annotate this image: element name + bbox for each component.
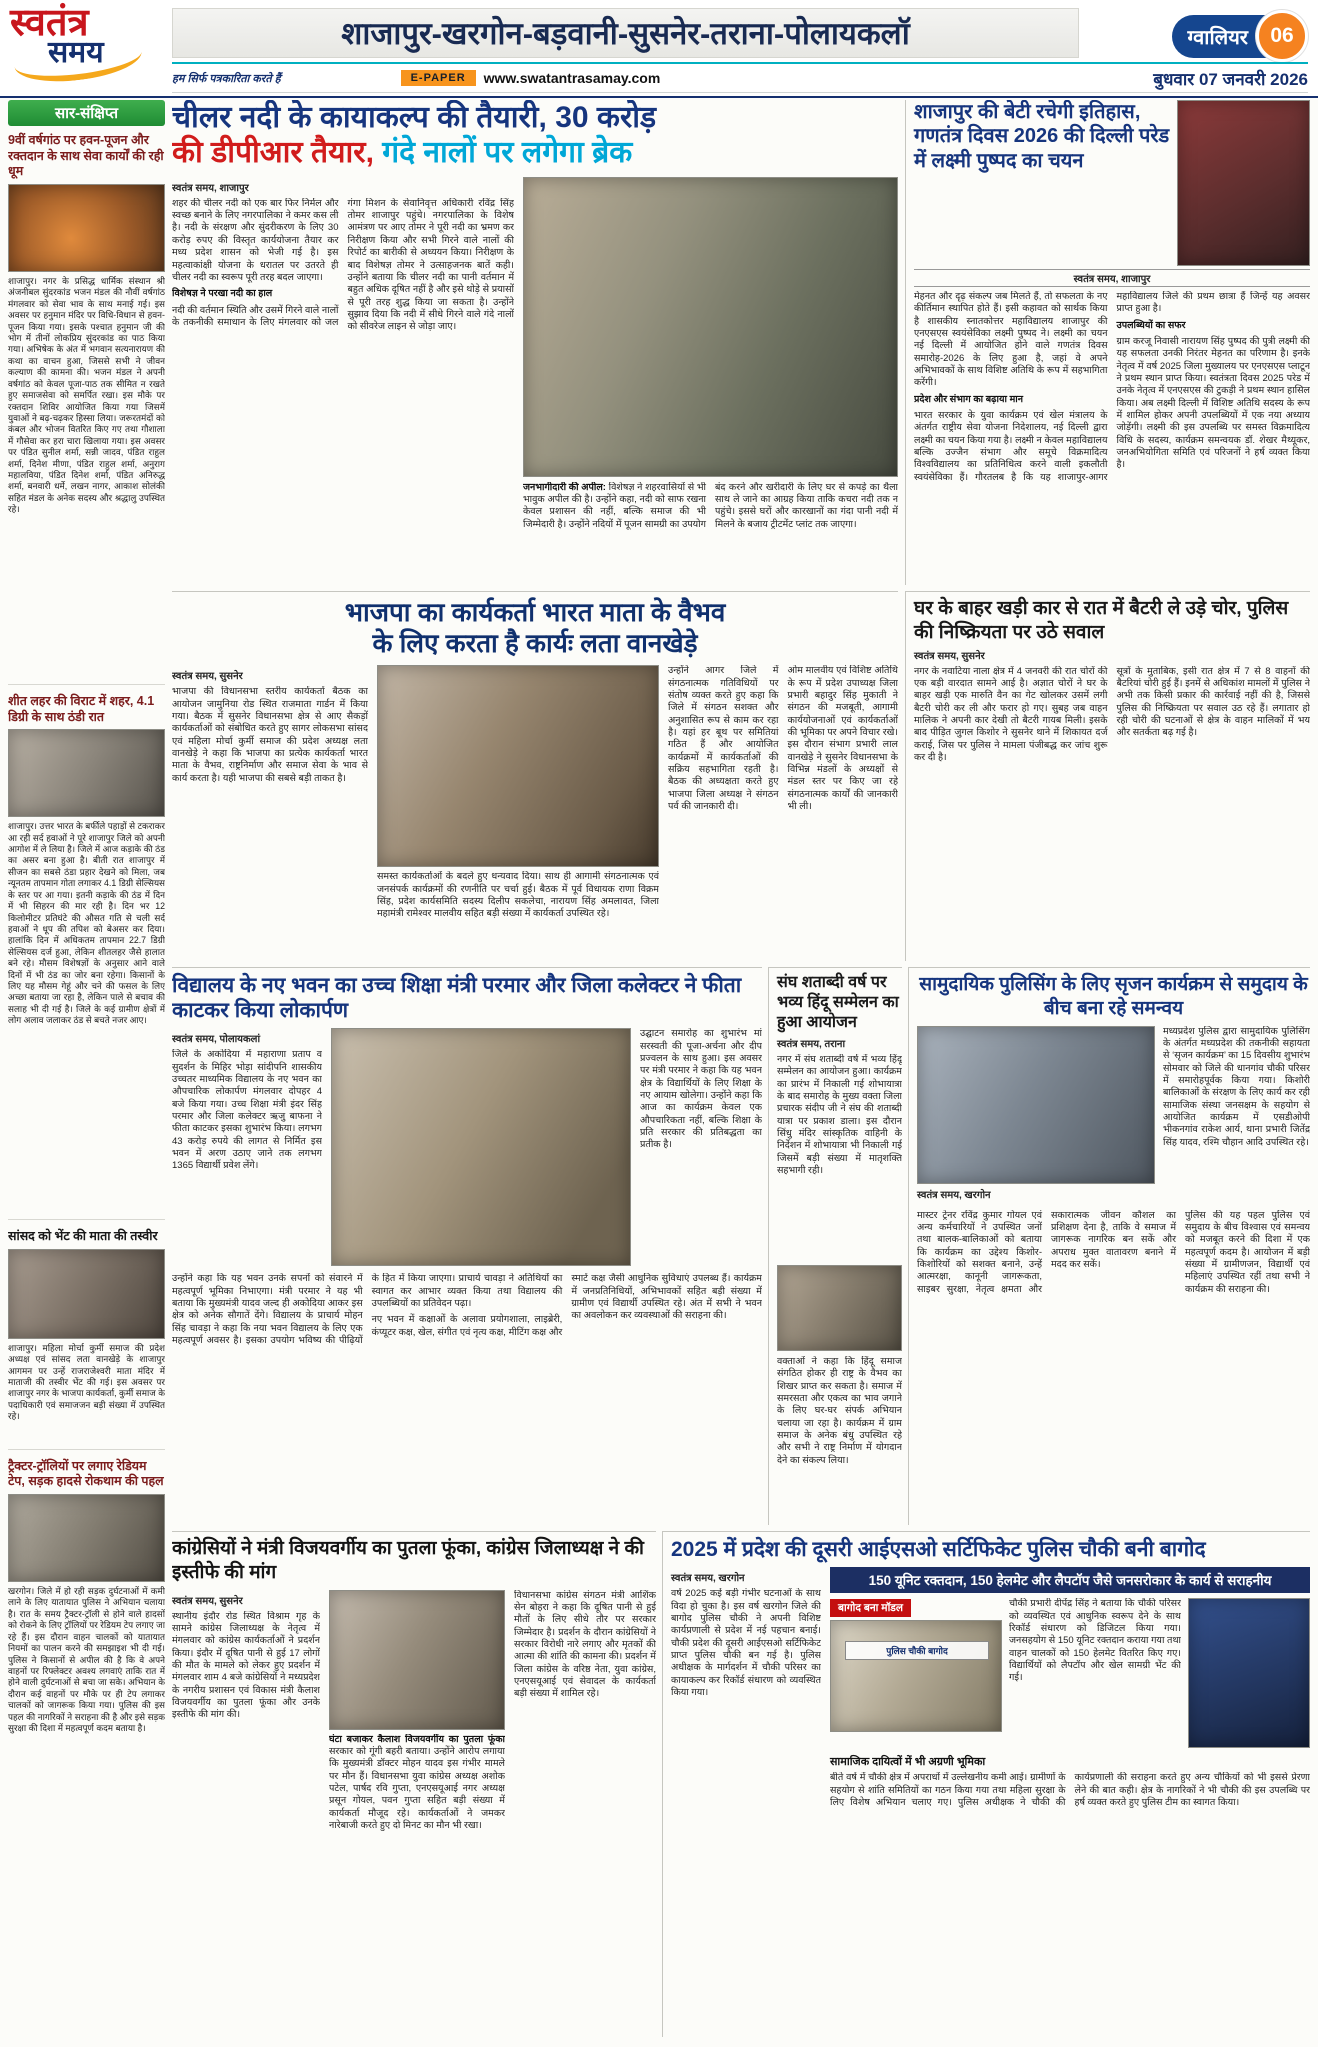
iso-byline: स्वतंत्र समय, खरगोन — [671, 1573, 745, 1585]
sidebar-story-body: शाजापुर। उत्तर भारत के बर्फीले पहाड़ों से टकराकर आ रही सर्द हवाओं ने पूरे शाजापुर जिले को अपनी आगोश में ले लिया है। जिले में आज कड़ाके की ठंड का असर बना हुआ है। बीती रात शाजापुर में सीजन का सबसे ठंडा प्रहार देखने को मिला, जब न्यूनतम तापमान गोता लगाकर 4.1 डिग्री सेल्सियस के स्तर पर आ गया। इतनी कड़ाके की ठंड में दिन में भी सिहरन की मार रही है। दिन भर 12 किलोमीटर प्रतिघंटे की औसत गति से चली सर्द हवाओं ने धूप की तपिश को बेअसर कर दिया। हालांकि दिन में अधिकतम तापमान 22.7 डिग्री सेल्सियस दर्ज हुआ, लेकिन शीतलहर जैसे हालात बने रहे। मौसम विशेषज्ञों के अनुसार आने वाले दिनों में भी ठंड का जोर बना रहेगा। किसानों के लिए यह मौसम गेहूं और चने की फसल के लिए अच्छा बताया जा रहा है, लेकिन पाले से बचाव की सलाह भी दी गई है। जिले के कई ग्रामीण क्षेत्रों में लोग अलाव जलाकर ठंड से बचते नजर आए। — [8, 821, 165, 1026]
masthead-subrow — [172, 62, 1308, 93]
beti-subhead2: उपलब्धियों का सफर — [1116, 319, 1186, 331]
police-officer-photo — [1188, 1598, 1310, 1748]
tractor-trolley-photo — [8, 1494, 165, 1582]
bjp-headline — [172, 597, 898, 659]
masthead — [0, 0, 1318, 98]
sidebar-story-title: 9वीं वर्षगांठ पर हवन-पूजन और रक्तदान के साथ सेवा कार्यों की रही धूम — [8, 133, 164, 179]
edition-badge — [1172, 10, 1308, 62]
school-para1: जिले के अकोदिया में महाराणा प्रताप व सुदर्शन के मिहिर भोड़ा सांदीपनि शासकीय उच्चतर माध्यमिक विद्यालय के नए भवन का औपचारिक लोकार्पण मंगलवार दोपहर 4 बजे किया गया। उच्च शिक्षा मंत्री इंदर सिंह परमार और जिला कलेक्टर ऋजु बाफना ने फीता काटकर इसका शुभारंभ किया। लगभग 43 करोड़ रुपये की लागत से निर्मित इस भवन में अरण उठाए जाने तक लगभग 1365 विद्यार्थी प्रवेश लेंगे। — [172, 1049, 322, 1172]
iso-para2: चौकी प्रभारी दीपेंद्र सिंह ने बताया कि चौकी परिसर को व्यवस्थित एवं आधुनिक स्वरूप देने के साथ रिकॉर्ड संधारण को डिजिटल किया गया। जनसहयोग से 150 यूनिट रक्तदान कराया गया तथा वाहन चालकों को 150 हेलमेट वितरित किए गए। विद्यार्थियों को लैपटॉप और खेल सामग्री भेंट की गई। — [1009, 1598, 1181, 1684]
website-link[interactable]: www.swatantrasamay.com — [483, 70, 661, 86]
bjp-headline-line2: के लिए करता है कार्यः लता वानखेड़े — [372, 628, 698, 659]
congress-body-mid — [329, 1734, 505, 2014]
battery-headline: घर के बाहर खड़ी कार से रात में बैटरी ले उड़े चोर, पुलिस की निष्क्रियता पर उठे सवाल — [914, 598, 1289, 643]
river-inspection-photo — [523, 177, 898, 477]
congress-para1: स्थानीय इंदौर रोड स्थित विश्राम गृह के सामने कांग्रेस जिलाध्यक्ष के नेतृत्व में मंगलवार को कांग्रेस कार्यकर्ताओं ने प्रदर्शन किया। इंदौर में दूषित पानी से हुई 17 लोगों की मौत के मामले को लेकर हुए प्रदर्शन में मंगलवार शाम 4 बजे कांग्रेसियों ने मध्यप्रदेश के नगरीय प्रशासन एवं विकास मंत्री कैलाश विजयवर्गीय का पुतला फूंका और उनके इस्तीफे की मांग की। — [172, 1610, 320, 1721]
battery-body — [914, 666, 1310, 928]
lead-para1: शहर की चीलर नदी को एक बार फिर निर्मल और स्वच्छ बनाने के लिए नगरपालिका ने कमर कस ली है। नदी के संरक्षण और सुंदरीकरण के लिए 30 करोड़ रुपए की विस्तृत कार्ययोजना तैयार कर मध्य प्रदेश शासन को भेजी गई है। इस महत्वाकांक्षी योजना के धरातल पर उतरते ही चीलर नदी का स्वरूप पूरी तरह बदल जाएगा। — [172, 197, 339, 283]
article-congress-protest — [172, 1531, 656, 2037]
lead-subhead2: जनभागीदारी की अपील: — [523, 481, 606, 493]
sidebar-story-coldwave — [8, 694, 165, 1220]
iso-tag: बागोद बना मॉडल — [830, 1599, 911, 1617]
policing-photo-caption: स्वतंत्र समय, खरगोन — [917, 1189, 991, 1201]
iso-body-bottom — [830, 1772, 1310, 1972]
iso-para1: वर्ष 2025 कई बड़ी गंभीर घटनाओं के साथ विदा हो चुका है। इस वर्ष खरगोन जिले की बागोद पुलिस चौकी ने अपनी विशिष्ट कार्यप्रणाली से प्रदेश में नई पहचान बनाई। चौकी प्रदेश की दूसरी आईएसओ सर्टिफिकेट प्राप्त पुलिस चौकी बन गई है। पुलिस अधीक्षक के मार्गदर्शन में चौकी परिसर का कायाकल्प कर रिकॉर्ड संधारण को व्यवस्थित किया गया। — [671, 1588, 821, 1698]
srijan-program-photo — [917, 1026, 1155, 1184]
article-battery-theft — [905, 591, 1310, 961]
sangh-para2: वक्ताओं ने कहा कि हिंदू समाज संगठित होकर ही राष्ट्र के वैभव का शिखर प्राप्त कर सकता है। समाज में समरसता और एकत्व का भाव जगाने के लिए घर-घर संपर्क अभियान चलाया जा रहा है। कार्यक्रम में ग्राम समाज के अनेक बंधु उपस्थित रहे और सभी ने राष्ट्र निर्माण में योगदान देने का संकल्प लिया। — [777, 1356, 902, 1466]
sidebar-story-mp-gift — [8, 1229, 165, 1450]
bjp-meeting-photo — [377, 665, 659, 867]
sangh-headline: संघ शताब्दी वर्ष पर भव्य हिंदू सम्मेलन का हुआ आयोजन — [777, 974, 899, 1031]
battery-byline: स्वतंत्र समय, सुसनेर — [914, 650, 985, 662]
sidebar-story-title: सांसद को भेंट की माता की तस्वीर — [8, 1229, 158, 1244]
iso-banner: 150 यूनिट रक्तदान, 150 हेलमेट और लैपटॉप जैसे जनसरोकार के कार्य से सराहनीय — [830, 1567, 1310, 1593]
ribbon-cutting-photo — [331, 1028, 631, 1266]
beti-body — [914, 291, 1310, 559]
police-station-photo — [830, 1620, 1002, 1732]
lead-headline-line1: चीलर नदी के कायाकल्प की तैयारी, 30 करोड़ — [172, 101, 657, 134]
sidebar-story-title: ट्रैक्टर-ट्रॉलियों पर लगाए रेडियम टेप, सड़क हादसे रोकथाम की पहल — [8, 1458, 164, 1489]
school-body-bottom — [172, 1273, 762, 1511]
beti-byline: स्वतंत्र समय, शाजापुर — [914, 269, 1310, 287]
lead-headline-line2-red: की डीपीआर तैयार, — [172, 136, 383, 170]
lead-body — [172, 198, 514, 570]
beti-para1: मेहनत और दृढ़ संकल्प जब मिलते हैं, तो सफलता के नए कीर्तिमान स्थापित होते हैं। इसी कहावत को सार्थक किया है शासकीय स्नातकोत्तर महाविद्यालय शाजापुर की एनएसएस स्वयंसेविका लक्ष्मी पुष्पद ने। लक्ष्मी का चयन नई दिल्ली में आयोजित होने वाले गणतंत्र दिवस समारोह-2026 के लिए हुआ है, जहां वे अपने अभिभावकों के साथ विशिष्ट अतिथि के रूप में सहभागिता करेंगी। — [914, 291, 1108, 389]
sidebar-section-title: सार-संक्षिप्त — [8, 100, 165, 126]
sangh-para1: नगर में संघ शताब्दी वर्ष में भव्य हिंदू सम्मेलन का आयोजन हुआ। कार्यक्रम का प्रारंभ में निकाली गई शोभायात्रा के बाद समारोह के मुख्य वक्ता जिला प्रचारक संदीप जी ने संघ की शताब्दी यात्रा पर प्रकाश डाला। इस दौरान सिंधु मंदिर सांस्कृतिक वाहिनी के निर्देशन में शोभायात्रा भी निकाली गई जिसमें बड़ी संख्या में मातृशक्ति सहभागी रही। — [777, 1054, 902, 1177]
mp-gift-photo — [8, 1249, 165, 1339]
lead-body-below-photo — [523, 482, 898, 574]
school-para2: उद्घाटन समारोह का शुभारंभ मां सरस्वती की पूजा-अर्चना और दीप प्रज्वलन के साथ हुआ। इस अवसर पर मंत्री परमार ने कहा कि यह भवन क्षेत्र के विद्यार्थियों के लिए शिक्षा के नए आयाम खोलेगा। उन्होंने कहा कि आज का कार्यक्रम केवल एक औपचारिकता नहीं, बल्कि शिक्षा के प्रति सरकार की प्रतिबद्धता का प्रतीक है। — [640, 1028, 762, 1151]
article-laxmi-pushpad — [905, 100, 1310, 585]
article-iso-chowki-bagod — [662, 1531, 1310, 2037]
beti-para2: भारत सरकार के युवा कार्यक्रम एवं खेल मंत्रालय के अंतर्गत राष्ट्रीय सेवा योजना निदेशालय, नई दिल्ली द्वारा लक्ष्मी का चयन किया गया है। लक्ष्मी न केवल महाविद्यालय बल्कि उज्जैन संभाग और समूचे विक्रमादित्य विश्वविद्यालय का प्रतिनिधित्व करने वाली इकलौती स्वयंसेविका हैं। गौरतलब है कि यह शाजापुर-आगर महाविद्यालय जिले की प्रथम छात्रा हैं जिन्हें यह अवसर प्राप्त हुआ है। — [914, 291, 1310, 483]
sidebar-story-radium-tape — [8, 1459, 165, 1922]
laxmi-pushpad-photo — [1177, 100, 1310, 266]
sammelan-crowd-photo — [777, 1265, 902, 1351]
sidebar-story-body: शाजापुर। नगर के प्रसिद्ध धार्मिक संस्थान श्री अंजनीबल सुंदरकांड भजन मंडल की नौवीं वर्षगांठ मंगलवार को सेवा भाव के साथ मनाई गई। इस अवसर पर हनुमान मंदिर पर विधि-विधान से हवन-पूजन किया गया। इसके पश्चात हनुमान जी की भोग में तीनों लोकप्रिय सुंदरकांड का पाठ किया गया। अभिषेक के अंत में भगवान सत्यनारायण की कथा का वाचन हुआ, जिससे सभी ने जीवन कल्याण की कामना की। भजन मंडल ने अपनी वर्षगांठ को केवल पूजा-पाठ तक सीमित न रखते हुए समाजसेवा को समर्पित रखा। इस मौके पर रक्तदान शिविर आयोजित किया गया जिसमें युवाओं ने बढ़-चढ़कर हिस्सा लिया। जरूरतमंदों को कंबल और भोजन वितरित किए गए तथा गौशाला में गौसेवा कर हरा चारा खिलाया गया। इस अवसर पर पंडित सुनील शर्मा, सन्नी जादव, पंडित राहुल शर्मा, दिनेश मीणा, पंडित राहुल शर्मा, अनुराग महालविया, पंडित दिनेश शर्मा, पंडित अनिरुद्ध शर्मा, बनवारी धर्मे, लखन नागर, आकाश सोलंकी सहित मंडल के अनेक सदस्य और श्रद्धालु उपस्थित रहे। — [8, 275, 165, 515]
lead-para3: विशेषज्ञ ने शहरवासियों से भी भावुक अपील की है। उन्होंने कहा, नदी को साफ रखना केवल प्रशासन की नहीं, बल्कि समाज की भी जिम्मेदारी है। उन्होंने नदियों में पूजन सामग्री का उपयोग बंद करने और खरीदारी के लिए घर से कपड़े का थैला साथ ले जाने का आग्रह किया ताकि कचरा नदी तक न पहुंचे। इससे घरों और कारखानों का गंदा पानी नदी में मिलने के बजाय ट्रीटमेंट प्लांट तक जाएगा। — [523, 481, 898, 530]
newspaper-logo — [10, 4, 168, 92]
police-station-sign: पुलिस चौकी बागोद — [845, 1641, 990, 1660]
policing-body-bottom — [917, 1210, 1310, 1510]
coldwave-street-photo — [8, 729, 165, 817]
policing-para1: मध्यप्रदेश पुलिस द्वारा सामुदायिक पुलिसिंग के अंतर्गत मध्यप्रदेश की तकनीकी सहायता से ‘सृजन कार्यक्रम’ का 15 दिवसीय शुभारंभ सोमवार को जिले की धानगांव चौकी परिसर में समारोहपूर्वक किया गया। किशोरी बालिकाओं के संरक्षण के लिए कार्य कर रही सामाजिक संस्था जनसक्षम के सहयोग से आयोजित कार्यक्रम में एसडीओपी भीकनगांव राकेश आर्य, थाना प्रभारी जितेंद्र सिंह यादव, रश्मि चौहान आदि उपस्थित रहे। — [1163, 1025, 1310, 1148]
policing-para2: मास्टर ट्रेनर रविंद्र कुमार गोयल एवं अन्य कर्मचारियों ने उपस्थित जनों तथा बालक-बालिकाओं को बताया कि कार्यक्रम का उद्देश्य किशोर-किशोरियों को सशक्त बनाने, उन्हें आत्मरक्षा, कानूनी जागरूकता, साइबर सुरक्षा, नेतृत्व क्षमता और सकारात्मक जीवन कौशल का प्रशिक्षण देना है, ताकि वे समाज में जागरूक नागरिक बन सकें और अपराध मुक्त वातावरण बनाने में मदद कर सकें। — [917, 1209, 1176, 1295]
beti-para3: ग्राम करजू निवासी नारायण सिंह पुष्पद की पुत्री लक्ष्मी की यह सफलता उनकी निरंतर मेहनत का परिणाम है। इनके नेतृत्व में वर्ष 2025 जिला मुख्यालय पर एनएसएस प्लाटून ने प्रथम स्थान प्राप्त किया। स्वतंत्रता दिवस 2025 परेड में उनके नेतृत्व में एनएसएस की टुकड़ी ने प्रथम स्थान हासिल किया। अब लक्ष्मी दिल्ली में विशिष्ट अतिथि सदस्य के रूप में शामिल होकर अपनी उपलब्धियों में एक नया अध्याय जोड़ेंगी। लक्ष्मी की इस उपलब्धि पर समस्त विक्रमादित्य विधि के सदस्य, कार्यक्रम समन्वयक डॉ. शेखर मैथ्यूकर, जनअभियोगिता समिति एवं परिजनों ने हर्ष व्यक्त किया है। — [1116, 336, 1310, 471]
iso-headline: 2025 में प्रदेश की दूसरी आईएसओ सर्टिफिकेट पुलिस चौकी बनी बागोद — [671, 1538, 1206, 1561]
congress-para2: सरकार को गूंगी बहरी बताया। उन्होंने आरोप लगाया कि मुख्यमंत्री डॉक्टर मोहन यादव इस गंभीर मामले पर मौन हैं। विधानसभा युवा कांग्रेस अध्यक्ष अशोक पटेल, पार्षद रवि गुप्ता, एनएसयूआई नगर अध्यक्ष प्रसून गोयल, पवन गुप्ता सहित बड़ी संख्या में कार्यकर्ता मौजूद रहे। कार्यकर्ताओं ने जमकर नारेबाजी करते हुए दो मिनट का मौन भी रखा। — [329, 1745, 505, 1831]
lead-headline — [172, 100, 898, 171]
lead-byline: स्वतंत्र समय, शाजापुर — [172, 182, 249, 194]
region-strip: शाजापुर-खरगोन-बड़वानी-सुसनेर-तराना-पोलायकलॉ — [172, 8, 1079, 58]
article-community-policing — [908, 967, 1310, 1525]
lead-para2: नदी की वर्तमान स्थिति और उसमें गिरने वाले नालों के तकनीकी समाधान के लिए मंगलवार को जल गंगा मिशन के सेवानिवृत्त अधिकारी रविंद्र सिंह तोमर शाजापुर पहुंचे। नगरपालिका के विशेष आमंत्रण पर आए तोमर ने पूरी नदी का भ्रमण कर निरीक्षण किया और सभी गिरने वाले नालों की रिपोर्ट का बारीकी से अध्ययन किया। निरीक्षण के बाद विशेषज्ञ तोमर ने उत्साहजनक बातें कही। उन्होंने बताया कि चीलर नदी का पानी वर्तमान में बहुत अधिक दूषित नहीं है और इसे थोड़े से प्रयासों से पूरी तरह शुद्ध किया जा सकता है। उन्होंने सुझाव दिया कि नदी में सीधे गिरने वाले गंदे नालों को सीवरेज लाइन से जोड़ा जाए। — [172, 197, 514, 333]
iso-subhead2: सामाजिक दायित्वों में भी अग्रणी भूमिका — [830, 1756, 986, 1769]
sidebar-story-body: खरगोन। जिले में हो रही सड़क दुर्घटनाओं में कमी लाने के लिए यातायात पुलिस ने अभियान चलाया है। रात के समय ट्रैक्टर-ट्रॉली से होने वाले हादसों को रोकने के लिए ट्रॉलियों पर रेडियम टेप लगाए जा रहे हैं। इस दौरान वाहन चालकों को यातायात नियमों का पालन करने की समझाइश भी दी गई। पुलिस ने किसानों से अपील की है कि वे अपने वाहनों पर रिफ्लेक्टर अवश्य लगवाएं ताकि रात में होने वाली दुर्घटनाओं से बचा जा सके। अभियान के दौरान कई वाहनों पर मौके पर ही टेप लगाकर चालकों को जागरूक किया गया। पुलिस की इस पहल की नागरिकों ने सराहना की है और इसे सड़क सुरक्षा की दिशा में महत्वपूर्ण कदम बताया है। — [8, 1586, 165, 1734]
sidebar-story-body: शाजापुर। महिला मोर्चा कुर्मी समाज की प्रदेश अध्यक्ष एवं सांसद लता वानखेड़े के शाजापुर आगमन पर उन्हें राजराजेश्वरी माता मंदिर में माताजी की तस्वीर भेंट की गई। इस अवसर पर शाजापुर नगर के भाजपा कार्यकर्ता, कुर्मी समाज के पदाधिकारी एवं समाजजन बड़ी संख्या में उपस्थित रहे। — [8, 1342, 165, 1422]
policing-para3: पुलिस की यह पहल पुलिस एवं समुदाय के बीच विश्वास एवं समन्वय को मजबूत करने की दिशा में एक महत्वपूर्ण कदम है। आयोजन में बड़ी संख्या में ग्रामीणजन, विद्यार्थी एवं महिलाएं उपस्थित रहीं तथा सभी ने कार्यक्रम की सराहना की। — [1185, 1209, 1310, 1295]
battery-para2: सूत्रों के मुताबिक, इसी रात क्षेत्र में 7 से 8 वाहनों की बैटरियां चोरी हुई हैं। इनमें से अधिकांश मामलों में पुलिस ने अभी तक किसी प्रकार की कार्रवाई नहीं की है, जिससे पुलिस की निष्क्रियता पर सवाल उठ रहे हैं। लगातार हो रही चोरी की घटनाओं से क्षेत्र के वाहन मालिकों में भय और सतर्कता बढ़ गई है। — [1116, 665, 1310, 739]
logo-text-top: स्वतंत्र — [10, 2, 89, 44]
epaper-label: E-PAPER — [401, 70, 476, 86]
edition-date: बुधवार 07 जनवरी 2026 — [1153, 69, 1308, 89]
effigy-burning-photo — [329, 1590, 505, 1730]
lead-headline-line2-cyan: गंदे नालों पर लगेगा ब्रेक — [382, 136, 633, 170]
bjp-byline: स्वतंत्र समय, सुसनेर — [172, 671, 243, 683]
bjp-headline-line1: भाजपा का कार्यकर्ता भारत माता के वैभव — [344, 597, 726, 627]
policing-headline: सामुदायिक पुलिसिंग के लिए सृजन कार्यक्रम से समुदाय के बीच बना रहे समन्वय — [919, 974, 1308, 1019]
sangh-byline: स्वतंत्र समय, तराना — [777, 1039, 846, 1050]
bjp-para3: ओम मालवीय एवं विशिष्ट अतिथि के रूप में प्रदेश उपाध्यक्ष जिला प्रभारी बहादुर सिंह मुकाती ने संगठन की मजबूती, आगामी कार्ययोजनाओं एवं कार्यकर्ताओं की भूमिका पर अपने विचार रखे। इस दौरान संभाग प्रभारी लाल वानखेड़े ने सुसनेर विधानसभा के विभिन्न मंडलों के अध्यक्षों से मंडल स्तर पर किए जा रहे संगठनात्मक कार्यों की जानकारी भी ली। — [787, 665, 898, 813]
article-hindu-sammelan — [768, 967, 902, 1525]
sidebar-story-title: शीत लहर की विराट में शहर, 4.1 डिग्री के साथ ठंडी रात — [8, 693, 155, 724]
school-para4: नए भवन में कक्षाओं के अलावा प्रयोगशाला, लाइब्रेरी, कंप्यूटर कक्ष, खेल, संगीत एवं नृत्य कक्ष, मीटिंग कक्ष और स्मार्ट कक्ष जैसी आधुनिक सुविधाएं उपलब्ध हैं। कार्यक्रम में जनप्रतिनिधियों, अभिभावकों सहित बड़ी संख्या में ग्रामीण एवं विद्यार्थी उपस्थित रहे। अंत में सभी ने भवन का अवलोकन कर व्यवस्थाओं की सराहना की। — [371, 1273, 762, 1338]
beti-headline: शाजापुर की बेटी रचेगी इतिहास, गणतंत्र दिवस 2026 की दिल्ली परेड में लक्ष्मी पुष्पद का चयन — [914, 101, 1170, 172]
sidebar-story-anniversary — [8, 133, 165, 685]
page-number: 06 — [1256, 10, 1308, 62]
bjp-para1: भाजपा की विधानसभा स्तरीय कार्यकर्ता बैठक का आयोजन जामुनिया रोड स्थित राजमाता गार्डन में किया गया। बैठक में सुसनेर विधानसभा क्षेत्र से आए सैकड़ों कार्यकर्ताओं को संबोधित करते हुए सागर लोकसभा सांसद एवं महिला मोर्चा कुर्मी समाज की प्रदेश अध्यक्ष लता वानखेड़े ने कहा कि भाजपा का प्रत्येक कार्यकर्ता भारत माता के वैभव, राष्ट्रनिर्माण और समाज सेवा के भाव से कार्य करता है। यही भाजपा की सबसे बड़ी ताकत है। — [172, 686, 368, 784]
lead-article-chilar-river — [172, 100, 898, 585]
bjp-para2: उन्होंने आगर जिले में संगठनात्मक गतिविधियों पर संतोष व्यक्त करते हुए कहा कि जिले में संगठन सशक्त और अनुशासित रूप से काम कर रहा है। यहां हर बूथ पर समितियां गठित हैं और आयोजित कार्यक्रमों में कार्यकर्ताओं की सक्रिय सहभागिता रहती है। बैठक की अध्यक्षता करते हुए भाजपा जिला अध्यक्ष ने संगठन पर्व की जानकारी दी। — [668, 665, 779, 813]
lead-subhead1: विशेषज्ञ ने परखा नदी का हाल — [172, 288, 273, 300]
congress-para3: विधानसभा कांग्रेस संगठन मंत्री आशिंक सेन बोहरा ने कहा कि दूषित पानी से हुई मौतों के लिए सीधे तौर पर सरकार जिम्मेदार है। प्रदर्शन के दौरान कांग्रेसियों ने सरकार विरोधी नारे लगाए और मृतकों की आत्मा की शांति की कामना की। प्रदर्शन में जिला कांग्रेस के वरिष्ठ नेता, युवा कांग्रेस, एनएसयूआई एवं सेवादल के कार्यकर्ता बड़ी संख्या में शामिल रहे। — [514, 1589, 656, 1700]
school-headline: विद्यालय के नए भवन का उच्च शिक्षा मंत्री परमार और जिला कलेक्टर ने फीता काटकर किया लोकार्पण — [172, 974, 742, 1023]
sidebar-briefs — [8, 100, 165, 2040]
tagline: हम सिर्फ पत्रकारिता करते हैं — [172, 72, 281, 85]
battery-para1: नगर के नवाटिया नाला क्षेत्र में 4 जनवरी की रात चोरों की एक बड़ी वारदात सामने आई है। अज्ञात चोरों ने घर के बाहर खड़ी एक मारुति वैन का गेट खोलकर उसमें लगी बैटरी चोरी कर ली और फरार हो गए। सुबह जब वाहन मालिक ने अपनी कार देखी तो बैटरी गायब मिली। इसके बाद पीड़ित जुगल किशोर ने सुसनेर थाने में शिकायत दर्ज कराई, जिस पर पुलिस ने मामला पंजीबद्ध कर जांच शुरू कर दी है। — [914, 665, 1108, 763]
congress-subhead: घंटा बजाकर कैलाश विजयवर्गीय का पुतला फूंका — [329, 1733, 505, 1745]
bjp-para4: समस्त कार्यकर्ताओं के बदले हुए धन्यवाद दिया। साथ ही आगामी संगठनात्मक एवं जनसंपर्क कार्यक्रमों की रणनीति पर चर्चा हुई। बैठक में पूर्व विधायक राणा विक्रम सिंह, प्रदेश कार्यसमिति सदस्य दिलीप सकलेचा, नारायण सिंह अमलावत, जिला महामंत्री रामेश्वर मालवीय सहित बड़ी संख्या में कार्यकर्ता उपस्थित रहे। — [377, 871, 659, 920]
beti-subhead1: प्रदेश और संभाग का बढ़ाया मान — [914, 393, 1023, 405]
bjp-body-right — [668, 665, 898, 951]
school-byline: स्वतंत्र समय, पोलायकलां — [172, 1034, 261, 1046]
havan-pujan-photo — [8, 184, 165, 272]
edition-name: ग्वालियर — [1172, 15, 1278, 58]
article-school-inauguration — [172, 967, 762, 1525]
iso-para3: बीते वर्ष में चौकी क्षेत्र में अपराधों में उल्लेखनीय कमी आई। ग्रामीणों के सहयोग से शांति समितियों का गठन किया गया तथा महिला सुरक्षा के लिए विशेष अभियान चलाए गए। पुलिस अधीक्षक ने चौकी की कार्यप्रणाली की सराहना करते हुए अन्य चौकियों को भी इससे प्रेरणा लेने की बात कही। क्षेत्र के नागरिकों ने भी चौकी की इस उपलब्धि पर हर्ष व्यक्त करते हुए पुलिस टीम का स्वागत किया। — [830, 1772, 1310, 1808]
school-para3: उन्होंने कहा कि यह भवन उनके सपनों को संवारने में महत्वपूर्ण भूमिका निभाएगा। मंत्री परमार ने यह भी बताया कि मुख्यमंत्री यादव जल्द ही अकोदिया आकर इस क्षेत्र को अनेक सौगातें देंगे। विद्यालय के प्राचार्य मोहन सिंह चावड़ा ने कहा कि नया भवन विद्यालय के लिए एक महत्वपूर्ण अवसर है। इसका उपयोग भविष्य की पीढ़ियों के हित में किया जाएगा। प्राचार्य चावड़ा ने अतिथियों का स्वागत कर आभार व्यक्त किया तथा विद्यालय की उपलब्धियों का प्रतिवेदन पढ़ा। — [172, 1273, 563, 1347]
congress-headline: कांग्रेसियों ने मंत्री विजयवर्गीय का पुतला फूंका, कांग्रेस जिलाध्यक्ष ने की इस्तीफे की मांग — [172, 1538, 644, 1583]
congress-byline: स्वतंत्र समय, सुसनेर — [172, 1595, 243, 1607]
logo-text-bottom: समय — [48, 36, 104, 69]
article-bjp-meeting — [172, 591, 898, 961]
